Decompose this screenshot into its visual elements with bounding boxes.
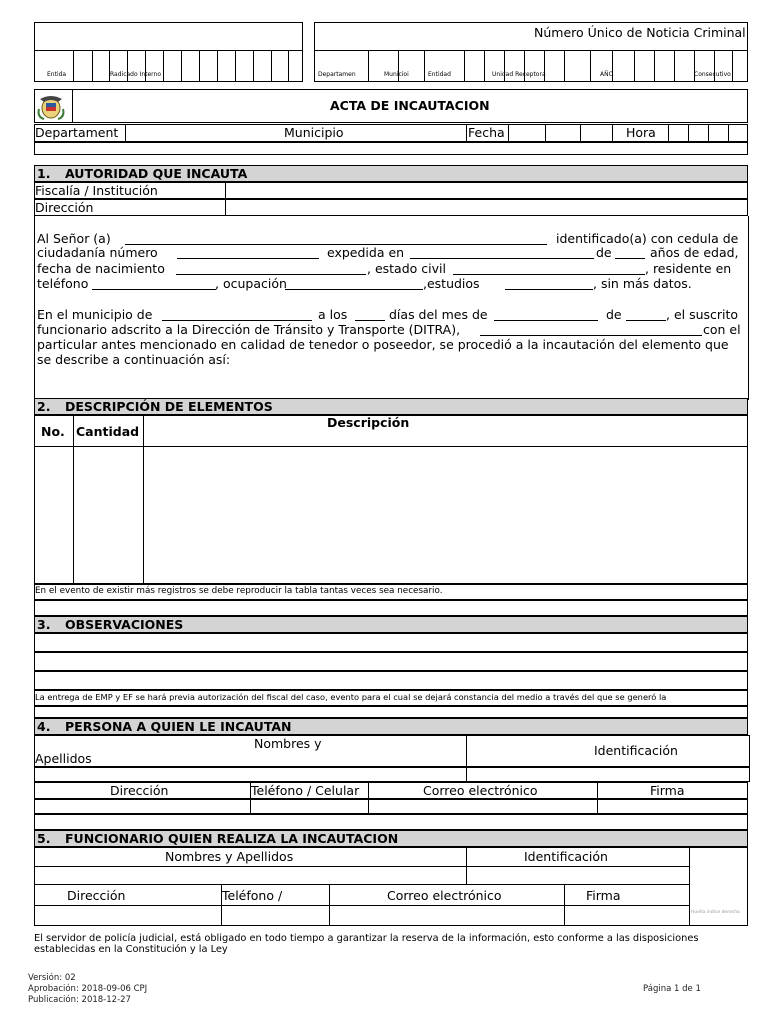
- obs-row-1[interactable]: [34, 633, 748, 652]
- cell-label-unidad: Unidad Receptora: [492, 71, 546, 78]
- nunc-label: Número Único de Noticia Criminal: [534, 25, 746, 40]
- cell-label-entidad2: Entidad: [428, 71, 451, 78]
- p1-ocupacion: , ocupación: [215, 276, 287, 291]
- col-no: No.: [41, 424, 65, 439]
- cell-label-consecutivo: Consecutivo: [694, 71, 731, 78]
- s4-direccion: Dirección: [110, 783, 169, 798]
- cell-divider: [253, 50, 254, 82]
- direccion-row: [34, 199, 748, 216]
- section-2-header: 2. DESCRIPCIÓN DE ELEMENTOS: [34, 398, 748, 415]
- s5-telefono: Teléfono /: [222, 888, 283, 903]
- cell-divider: [654, 50, 655, 82]
- direccion-label: Dirección: [35, 200, 94, 215]
- cell-divider: [163, 50, 164, 82]
- p2-con-el: con el: [703, 322, 741, 337]
- p2-particular: particular antes mencionado en calidad de tenedor o poseedor, se procedió a la incautación del elemento que: [37, 337, 729, 352]
- s5-identificacion: Identificación: [524, 849, 608, 864]
- s5-correo: Correo electrónico: [387, 888, 502, 903]
- p2-se-describe: se describe a continuación así:: [37, 352, 231, 367]
- s4-identificacion: Identificación: [594, 743, 678, 758]
- p1-identificado: identificado(a) con cedula de: [556, 231, 739, 246]
- cell-label-departamento: Departamen: [318, 71, 356, 78]
- cell-divider: [590, 50, 591, 82]
- municipio-label: Municipio: [284, 125, 344, 140]
- cell-divider: [73, 50, 74, 82]
- cell-divider: [92, 50, 93, 82]
- obs-note: La entrega de EMP y EF se hará previa autorización del fiscal del caso, evento para el cual se dejará constancia del medio a través del que se generó la: [35, 692, 667, 702]
- s5-huella: Huella índice derecho: [691, 910, 740, 915]
- cell-divider: [235, 50, 236, 82]
- p1-ciudadania: ciudadanía número: [37, 245, 158, 260]
- s4-firma: Firma: [650, 783, 685, 798]
- cell-divider: [424, 50, 425, 82]
- p2-funcionario: funcionario adscrito a la Dirección de Tránsito y Transporte (DITRA),: [37, 322, 461, 337]
- p2-de: de: [606, 307, 622, 322]
- cell-divider: [217, 50, 218, 82]
- s4-name-input[interactable]: [34, 767, 750, 782]
- footer-version: Versión: 02: [28, 973, 76, 983]
- elements-table: [34, 415, 748, 584]
- cell-divider: [634, 50, 635, 82]
- cell-divider: [732, 50, 733, 82]
- p1-estudios: ,estudios: [423, 276, 480, 291]
- p1-de: de: [596, 245, 612, 260]
- footer-aprobacion: Aprobación: 2018-09-06 CPJ: [28, 984, 148, 994]
- legal-line-1: El servidor de policía judicial, está obligado en todo tiempo a garantizar la reserva de la información, esto conforme a las disposiciones: [34, 933, 699, 944]
- s5-firma: Firma: [586, 888, 621, 903]
- section-5-header: 5. FUNCIONARIO QUIEN REALIZA LA INCAUTACION: [34, 830, 748, 847]
- p2-suscrito: , el suscrito: [666, 307, 739, 322]
- p1-estado-civil: , estado civil: [367, 261, 446, 276]
- p2-dias: días del mes de: [389, 307, 488, 322]
- p1-anios: años de edad,: [650, 245, 739, 260]
- p1-residente: , residente en: [645, 261, 732, 276]
- cell-divider: [288, 50, 289, 82]
- departamento-label: Departament: [35, 125, 119, 140]
- footer-publicacion: Publicación: 2018-12-27: [28, 995, 131, 1005]
- cell-divider: [484, 50, 485, 82]
- s5-direccion: Dirección: [67, 888, 126, 903]
- col-cantidad: Cantidad: [76, 424, 140, 439]
- cell-divider: [674, 50, 675, 82]
- p1-expedida: expedida en: [327, 245, 405, 260]
- footer-pagina: Página 1 de 1: [643, 984, 701, 994]
- cell-divider: [199, 50, 200, 82]
- document-title: ACTA DE INCAUTACION: [330, 98, 490, 113]
- p1-nacimiento: fecha de nacimiento: [37, 261, 165, 276]
- spacer-row-3: [34, 706, 748, 718]
- section-3-header: 3. OBSERVACIONES: [34, 616, 748, 633]
- cell-divider: [181, 50, 182, 82]
- fiscalia-label: Fiscalía / Institución: [35, 183, 158, 198]
- s4-correo: Correo electrónico: [423, 783, 538, 798]
- colombia-seal-icon: [36, 93, 66, 121]
- cell-divider: [564, 50, 565, 82]
- s5-table: [34, 847, 748, 926]
- p1-telefono: teléfono: [37, 276, 89, 291]
- s4-telefono: Teléfono / Celular: [251, 783, 360, 798]
- header-left-divider: [34, 50, 303, 51]
- cell-divider: [271, 50, 272, 82]
- elements-note: En el evento de existir más registros se debe reproducir la tabla tantas veces sea necesario.: [35, 586, 443, 596]
- cell-label-entidad: Entida: [47, 71, 67, 78]
- s4-apellidos: Apellidos: [35, 751, 92, 766]
- s4-nombres: Nombres y: [254, 736, 322, 751]
- cell-divider: [368, 50, 369, 82]
- cell-label-anio: AÑO: [600, 71, 614, 78]
- legal-line-2: establecidas en la Constitución y la Ley: [34, 944, 228, 955]
- s5-nombres: Nombres y Apellidos: [165, 849, 294, 864]
- header-right-divider: [314, 50, 748, 51]
- spacer-row: [34, 142, 748, 155]
- obs-row-2[interactable]: [34, 652, 748, 671]
- cell-label-radicado: Radicado Interno: [110, 71, 162, 78]
- col-descripcion: Descripción: [327, 415, 410, 430]
- p2-a-los: a los: [318, 307, 348, 322]
- p2-municipio: En el municipio de: [37, 307, 153, 322]
- spacer-row-4: [34, 814, 748, 830]
- s4-contact-input[interactable]: [34, 799, 748, 814]
- header-left-box: [34, 22, 303, 82]
- p1-sin-mas: , sin más datos.: [593, 276, 692, 291]
- spacer-row-2: [34, 600, 748, 616]
- section-4-header: 4. PERSONA A QUIEN LE INCAUTAN: [34, 718, 748, 735]
- p1-al-senor: Al Señor (a): [37, 231, 111, 246]
- obs-row-3[interactable]: [34, 671, 748, 690]
- cell-divider: [464, 50, 465, 82]
- fecha-label: Fecha: [468, 125, 505, 140]
- section-1-header: 1. AUTORIDAD QUE INCAUTA: [34, 165, 748, 182]
- cell-label-municipio: Municioi: [384, 71, 409, 78]
- hora-label: Hora: [626, 125, 656, 140]
